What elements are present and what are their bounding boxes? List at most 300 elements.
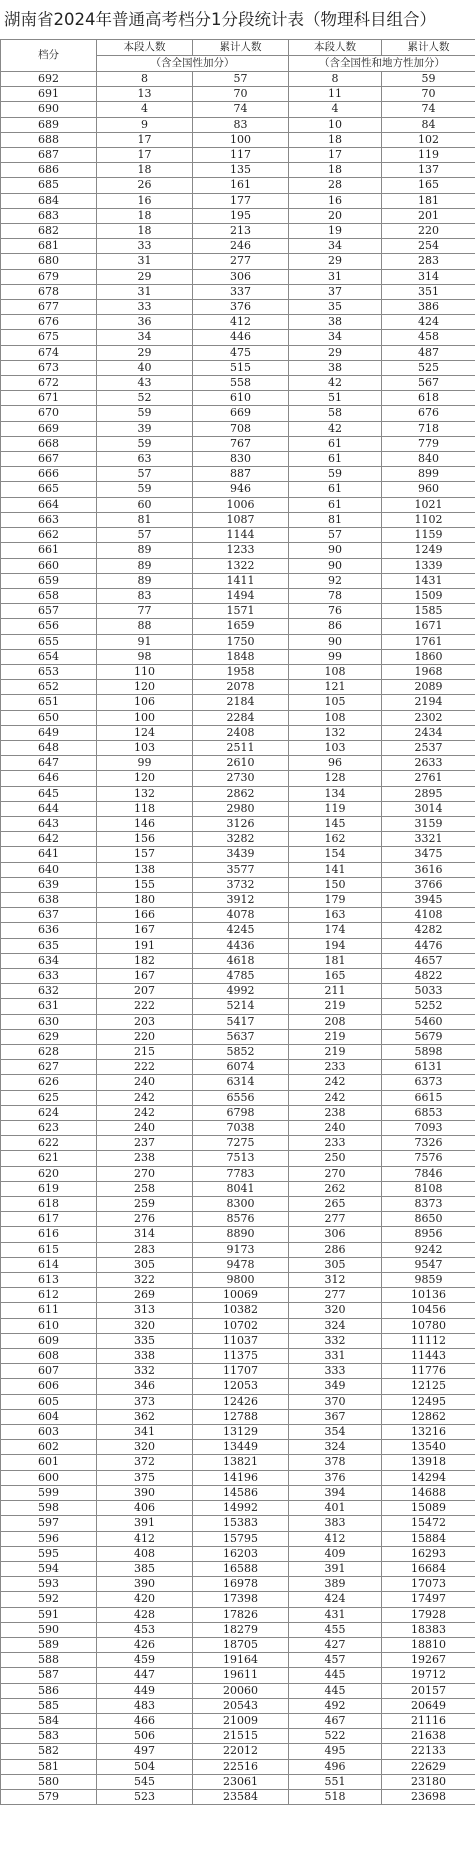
cumulative-count-local-cell: 618 — [382, 391, 475, 406]
segment-count-local-cell: 250 — [289, 1151, 382, 1166]
segment-count-cell: 391 — [97, 1516, 193, 1531]
segment-count-local-cell: 141 — [289, 862, 382, 877]
segment-count-local-cell: 20 — [289, 208, 382, 223]
score-cell: 656 — [1, 619, 97, 634]
table-row — [1, 239, 475, 254]
table-row — [1, 1394, 475, 1409]
score-cell: 670 — [1, 406, 97, 421]
cumulative-count-cell: 3126 — [193, 816, 289, 831]
table-row — [1, 300, 475, 315]
score-cell: 616 — [1, 1227, 97, 1242]
cumulative-count-local-cell: 351 — [382, 284, 475, 299]
table-row — [1, 1774, 475, 1789]
segment-count-cell: 89 — [97, 543, 193, 558]
table-row — [1, 877, 475, 892]
table-row — [1, 1637, 475, 1652]
segment-count-local-cell: 370 — [289, 1394, 382, 1409]
cumulative-count-cell: 1750 — [193, 634, 289, 649]
cumulative-count-local-cell: 3475 — [382, 847, 475, 862]
cumulative-count-local-cell: 137 — [382, 163, 475, 178]
segment-count-cell: 412 — [97, 1531, 193, 1546]
segment-count-cell: 26 — [97, 178, 193, 193]
segment-count-cell: 372 — [97, 1455, 193, 1470]
score-cell: 668 — [1, 436, 97, 451]
cumulative-count-local-cell: 10780 — [382, 1318, 475, 1333]
segment-count-cell: 167 — [97, 923, 193, 938]
cumulative-count-local-cell: 525 — [382, 360, 475, 375]
score-cell: 639 — [1, 877, 97, 892]
table-row — [1, 87, 475, 102]
segment-count-local-cell: 150 — [289, 877, 382, 892]
segment-count-local-cell: 16 — [289, 193, 382, 208]
score-cell: 653 — [1, 664, 97, 679]
segment-count-local-cell: 233 — [289, 1060, 382, 1075]
cumulative-count-cell: 1322 — [193, 558, 289, 573]
segment-count-local-cell: 18 — [289, 163, 382, 178]
cumulative-count-local-cell: 22629 — [382, 1759, 475, 1774]
cumulative-count-local-cell: 9859 — [382, 1273, 475, 1288]
score-cell: 636 — [1, 923, 97, 938]
segment-count-cell: 60 — [97, 497, 193, 512]
cumulative-count-local-cell: 14294 — [382, 1470, 475, 1485]
segment-count-cell: 106 — [97, 695, 193, 710]
score-cell: 635 — [1, 938, 97, 953]
cumulative-count-cell: 3912 — [193, 892, 289, 907]
cumulative-count-local-cell: 11112 — [382, 1333, 475, 1348]
table-row — [1, 604, 475, 619]
segment-count-cell: 18 — [97, 208, 193, 223]
cumulative-count-cell: 16978 — [193, 1577, 289, 1592]
score-cell: 641 — [1, 847, 97, 862]
score-cell: 606 — [1, 1379, 97, 1394]
cumulative-count-cell: 18279 — [193, 1622, 289, 1637]
table-row — [1, 1227, 475, 1242]
table-row — [1, 1121, 475, 1136]
segment-count-cell: 8 — [97, 72, 193, 87]
segment-count-cell: 43 — [97, 376, 193, 391]
score-cell: 586 — [1, 1683, 97, 1698]
table-row — [1, 984, 475, 999]
cumulative-count-local-cell: 386 — [382, 300, 475, 315]
score-cell: 607 — [1, 1364, 97, 1379]
cumulative-count-cell: 515 — [193, 360, 289, 375]
table-row — [1, 1136, 475, 1151]
table-row — [1, 1607, 475, 1622]
score-cell: 640 — [1, 862, 97, 877]
cumulative-count-cell: 1233 — [193, 543, 289, 558]
segment-count-local-cell: 270 — [289, 1166, 382, 1181]
cumulative-count-cell: 7038 — [193, 1121, 289, 1136]
score-cell: 638 — [1, 892, 97, 907]
cumulative-count-cell: 7275 — [193, 1136, 289, 1151]
cumulative-count-local-cell: 1860 — [382, 649, 475, 664]
segment-count-cell: 449 — [97, 1683, 193, 1698]
segment-count-local-cell: 286 — [289, 1242, 382, 1257]
segment-count-cell: 99 — [97, 756, 193, 771]
cumulative-count-local-cell: 899 — [382, 467, 475, 482]
segment-count-local-cell: 132 — [289, 725, 382, 740]
score-distribution-table — [0, 39, 475, 1805]
cumulative-count-local-cell: 15089 — [382, 1501, 475, 1516]
segment-count-cell: 52 — [97, 391, 193, 406]
table-row — [1, 1409, 475, 1424]
cumulative-count-local-cell: 70 — [382, 87, 475, 102]
segment-count-local-cell: 179 — [289, 892, 382, 907]
cumulative-count-local-cell: 13216 — [382, 1425, 475, 1440]
table-row — [1, 1501, 475, 1516]
score-cell: 591 — [1, 1607, 97, 1622]
cumulative-count-local-cell: 59 — [382, 72, 475, 87]
table-row — [1, 1166, 475, 1181]
table-row — [1, 1273, 475, 1288]
table-row — [1, 1197, 475, 1212]
segment-count-local-cell: 457 — [289, 1653, 382, 1668]
cumulative-count-local-cell: 18383 — [382, 1622, 475, 1637]
table-row — [1, 163, 475, 178]
cumulative-count-local-cell: 840 — [382, 452, 475, 467]
segment-count-cell: 57 — [97, 467, 193, 482]
cumulative-count-local-cell: 8650 — [382, 1212, 475, 1227]
segment-count-local-cell: 219 — [289, 1045, 382, 1060]
cumulative-count-local-cell: 84 — [382, 117, 475, 132]
segment-count-cell: 4 — [97, 102, 193, 117]
segment-count-local-cell: 383 — [289, 1516, 382, 1531]
segment-count-cell: 320 — [97, 1440, 193, 1455]
cumulative-count-cell: 887 — [193, 467, 289, 482]
segment-count-cell: 320 — [97, 1318, 193, 1333]
cumulative-count-local-cell: 1159 — [382, 528, 475, 543]
segment-count-local-cell: 181 — [289, 953, 382, 968]
cumulative-count-cell: 9173 — [193, 1242, 289, 1257]
segment-count-local-cell: 19 — [289, 224, 382, 239]
segment-count-cell: 497 — [97, 1744, 193, 1759]
segment-count-cell: 426 — [97, 1637, 193, 1652]
table-row — [1, 1531, 475, 1546]
cumulative-count-cell: 177 — [193, 193, 289, 208]
segment-count-cell: 59 — [97, 436, 193, 451]
cumulative-count-cell: 412 — [193, 315, 289, 330]
cumulative-count-cell: 1494 — [193, 588, 289, 603]
table-row — [1, 269, 475, 284]
score-cell: 592 — [1, 1592, 97, 1607]
segment-count-cell: 408 — [97, 1546, 193, 1561]
table-row — [1, 1014, 475, 1029]
score-cell: 634 — [1, 953, 97, 968]
cumulative-count-local-cell: 16293 — [382, 1546, 475, 1561]
segment-count-local-cell: 277 — [289, 1288, 382, 1303]
segment-count-local-cell: 134 — [289, 786, 382, 801]
cumulative-count-local-cell: 23180 — [382, 1774, 475, 1789]
segment-count-cell: 222 — [97, 999, 193, 1014]
header-row — [1, 40, 475, 56]
cumulative-count-cell: 70 — [193, 87, 289, 102]
segment-count-cell: 89 — [97, 558, 193, 573]
segment-count-local-cell: 81 — [289, 512, 382, 527]
cumulative-count-local-cell: 458 — [382, 330, 475, 345]
segment-count-cell: 88 — [97, 619, 193, 634]
cumulative-count-local-cell: 7846 — [382, 1166, 475, 1181]
segment-count-cell: 305 — [97, 1257, 193, 1272]
cumulative-count-local-cell: 7093 — [382, 1121, 475, 1136]
table-row — [1, 436, 475, 451]
score-cell: 579 — [1, 1789, 97, 1804]
cumulative-count-cell: 1144 — [193, 528, 289, 543]
segment-count-local-cell: 90 — [289, 558, 382, 573]
cumulative-count-cell: 23584 — [193, 1789, 289, 1804]
segment-count-local-cell: 128 — [289, 771, 382, 786]
segment-count-local-cell: 103 — [289, 740, 382, 755]
table-row — [1, 102, 475, 117]
table-row — [1, 452, 475, 467]
segment-count-cell: 180 — [97, 892, 193, 907]
cumulative-count-cell: 16588 — [193, 1561, 289, 1576]
segment-count-cell: 207 — [97, 984, 193, 999]
segment-count-local-cell: 38 — [289, 360, 382, 375]
table-row — [1, 695, 475, 710]
segment-count-local-cell: 108 — [289, 664, 382, 679]
table-row — [1, 1561, 475, 1576]
cumulative-count-local-cell: 1585 — [382, 604, 475, 619]
cumulative-count-local-cell: 1968 — [382, 664, 475, 679]
segment-count-cell: 346 — [97, 1379, 193, 1394]
segment-count-local-cell: 305 — [289, 1257, 382, 1272]
table-row — [1, 1592, 475, 1607]
segment-count-local-cell: 90 — [289, 543, 382, 558]
table-row — [1, 224, 475, 239]
cumulative-count-cell: 14196 — [193, 1470, 289, 1485]
table-row — [1, 1029, 475, 1044]
cumulative-count-local-cell: 7576 — [382, 1151, 475, 1166]
cumulative-count-cell: 18705 — [193, 1637, 289, 1652]
table-row — [1, 740, 475, 755]
segment-count-local-cell: 391 — [289, 1561, 382, 1576]
table-row — [1, 1379, 475, 1394]
table-row — [1, 1242, 475, 1257]
segment-count-cell: 59 — [97, 482, 193, 497]
cumulative-count-cell: 14586 — [193, 1485, 289, 1500]
score-cell: 684 — [1, 193, 97, 208]
segment-count-cell: 483 — [97, 1698, 193, 1713]
segment-count-local-cell: 92 — [289, 573, 382, 588]
segment-count-local-cell: 29 — [289, 345, 382, 360]
score-cell: 673 — [1, 360, 97, 375]
segment-count-local-cell: 324 — [289, 1440, 382, 1455]
cumulative-count-cell: 708 — [193, 421, 289, 436]
segment-count-local-cell: 324 — [289, 1318, 382, 1333]
segment-count-local-cell: 61 — [289, 482, 382, 497]
segment-count-local-cell: 58 — [289, 406, 382, 421]
score-cell: 679 — [1, 269, 97, 284]
segment-count-cell: 100 — [97, 710, 193, 725]
cumulative-count-local-cell: 254 — [382, 239, 475, 254]
score-cell: 681 — [1, 239, 97, 254]
segment-count-cell: 240 — [97, 1075, 193, 1090]
cumulative-count-cell: 1087 — [193, 512, 289, 527]
segment-count-local-cell: 38 — [289, 315, 382, 330]
score-cell: 629 — [1, 1029, 97, 1044]
table-row — [1, 1653, 475, 1668]
cumulative-count-local-cell: 17073 — [382, 1577, 475, 1592]
cumulative-count-local-cell: 21638 — [382, 1729, 475, 1744]
score-cell: 691 — [1, 87, 97, 102]
table-row — [1, 208, 475, 223]
segment-count-cell: 29 — [97, 269, 193, 284]
cumulative-count-cell: 1659 — [193, 619, 289, 634]
table-row — [1, 360, 475, 375]
segment-count-cell: 506 — [97, 1729, 193, 1744]
score-cell: 645 — [1, 786, 97, 801]
cumulative-count-local-cell: 165 — [382, 178, 475, 193]
segment-count-cell: 59 — [97, 406, 193, 421]
cumulative-count-cell: 3282 — [193, 832, 289, 847]
segment-count-cell: 335 — [97, 1333, 193, 1348]
score-cell: 581 — [1, 1759, 97, 1774]
segment-count-local-cell: 333 — [289, 1364, 382, 1379]
table-row — [1, 1257, 475, 1272]
cumulative-count-local-cell: 5679 — [382, 1029, 475, 1044]
score-cell: 630 — [1, 1014, 97, 1029]
segment-count-cell: 120 — [97, 680, 193, 695]
cumulative-count-local-cell: 1671 — [382, 619, 475, 634]
cumulative-count-local-cell: 960 — [382, 482, 475, 497]
segment-count-cell: 385 — [97, 1561, 193, 1576]
score-cell: 632 — [1, 984, 97, 999]
segment-count-cell: 322 — [97, 1273, 193, 1288]
score-cell: 646 — [1, 771, 97, 786]
segment-count-local-cell: 354 — [289, 1425, 382, 1440]
segment-count-local-cell: 312 — [289, 1273, 382, 1288]
segment-count-cell: 220 — [97, 1029, 193, 1044]
cumulative-count-local-cell: 6853 — [382, 1105, 475, 1120]
table-row — [1, 573, 475, 588]
segment-count-local-cell: 57 — [289, 528, 382, 543]
segment-count-cell: 453 — [97, 1622, 193, 1637]
segment-count-cell: 362 — [97, 1409, 193, 1424]
segment-count-local-cell: 455 — [289, 1622, 382, 1637]
cumulative-count-local-cell: 19267 — [382, 1653, 475, 1668]
table-row — [1, 649, 475, 664]
segment-count-cell: 89 — [97, 573, 193, 588]
cumulative-count-cell: 8890 — [193, 1227, 289, 1242]
table-row — [1, 892, 475, 907]
score-cell: 658 — [1, 588, 97, 603]
cumulative-count-cell: 10382 — [193, 1303, 289, 1318]
cumulative-count-cell: 57 — [193, 72, 289, 87]
score-cell: 669 — [1, 421, 97, 436]
cumulative-count-cell: 4992 — [193, 984, 289, 999]
table-row — [1, 467, 475, 482]
segment-count-cell: 57 — [97, 528, 193, 543]
score-cell: 622 — [1, 1136, 97, 1151]
score-cell: 662 — [1, 528, 97, 543]
cumulative-count-cell: 23061 — [193, 1774, 289, 1789]
cumulative-count-local-cell: 13540 — [382, 1440, 475, 1455]
table-row — [1, 1668, 475, 1683]
cumulative-count-local-cell: 2633 — [382, 756, 475, 771]
table-row — [1, 482, 475, 497]
score-cell: 596 — [1, 1531, 97, 1546]
cumulative-count-cell: 7513 — [193, 1151, 289, 1166]
segment-count-local-cell: 495 — [289, 1744, 382, 1759]
table-row — [1, 1303, 475, 1318]
cumulative-count-local-cell: 9547 — [382, 1257, 475, 1272]
cumulative-count-cell: 5417 — [193, 1014, 289, 1029]
cumulative-count-local-cell: 1249 — [382, 543, 475, 558]
cumulative-count-local-cell: 11443 — [382, 1349, 475, 1364]
segment-count-local-cell: 551 — [289, 1774, 382, 1789]
segment-count-local-cell: 412 — [289, 1531, 382, 1546]
cumulative-count-cell: 14992 — [193, 1501, 289, 1516]
table-row — [1, 528, 475, 543]
cumulative-count-cell: 8576 — [193, 1212, 289, 1227]
segment-count-local-cell: 238 — [289, 1105, 382, 1120]
segment-count-cell: 155 — [97, 877, 193, 892]
cumulative-count-local-cell: 5898 — [382, 1045, 475, 1060]
score-cell: 671 — [1, 391, 97, 406]
segment-count-cell: 9 — [97, 117, 193, 132]
score-cell: 654 — [1, 649, 97, 664]
segment-count-cell: 338 — [97, 1349, 193, 1364]
score-cell: 631 — [1, 999, 97, 1014]
header-cumulative-count-1: 累计人数 — [193, 40, 289, 56]
cumulative-count-cell: 2980 — [193, 801, 289, 816]
cumulative-count-local-cell: 3159 — [382, 816, 475, 831]
segment-count-cell: 428 — [97, 1607, 193, 1622]
cumulative-count-cell: 11037 — [193, 1333, 289, 1348]
cumulative-count-cell: 17826 — [193, 1607, 289, 1622]
cumulative-count-cell: 213 — [193, 224, 289, 239]
segment-count-local-cell: 349 — [289, 1379, 382, 1394]
cumulative-count-local-cell: 1339 — [382, 558, 475, 573]
segment-count-local-cell: 378 — [289, 1455, 382, 1470]
segment-count-local-cell: 61 — [289, 497, 382, 512]
cumulative-count-cell: 15383 — [193, 1516, 289, 1531]
table-row — [1, 771, 475, 786]
segment-count-local-cell: 233 — [289, 1136, 382, 1151]
segment-count-cell: 17 — [97, 148, 193, 163]
cumulative-count-cell: 4785 — [193, 968, 289, 983]
table-row — [1, 497, 475, 512]
segment-count-local-cell: 105 — [289, 695, 382, 710]
cumulative-count-local-cell: 6373 — [382, 1075, 475, 1090]
segment-count-cell: 269 — [97, 1288, 193, 1303]
cumulative-count-local-cell: 11776 — [382, 1364, 475, 1379]
segment-count-cell: 203 — [97, 1014, 193, 1029]
segment-count-cell: 81 — [97, 512, 193, 527]
segment-count-cell: 341 — [97, 1425, 193, 1440]
segment-count-cell: 138 — [97, 862, 193, 877]
cumulative-count-local-cell: 567 — [382, 376, 475, 391]
segment-count-cell: 120 — [97, 771, 193, 786]
segment-count-cell: 29 — [97, 345, 193, 360]
table-row — [1, 862, 475, 877]
score-cell: 650 — [1, 710, 97, 725]
segment-count-local-cell: 277 — [289, 1212, 382, 1227]
cumulative-count-cell: 13449 — [193, 1440, 289, 1455]
segment-count-local-cell: 119 — [289, 801, 382, 816]
cumulative-count-cell: 8300 — [193, 1197, 289, 1212]
table-row — [1, 543, 475, 558]
cumulative-count-cell: 135 — [193, 163, 289, 178]
header-cumulative-count-2: 累计人数 — [382, 40, 475, 56]
segment-count-local-cell: 409 — [289, 1546, 382, 1561]
score-cell: 688 — [1, 132, 97, 147]
table-row — [1, 178, 475, 193]
table-row — [1, 1090, 475, 1105]
segment-count-local-cell: 145 — [289, 816, 382, 831]
score-cell: 665 — [1, 482, 97, 497]
table-row — [1, 315, 475, 330]
